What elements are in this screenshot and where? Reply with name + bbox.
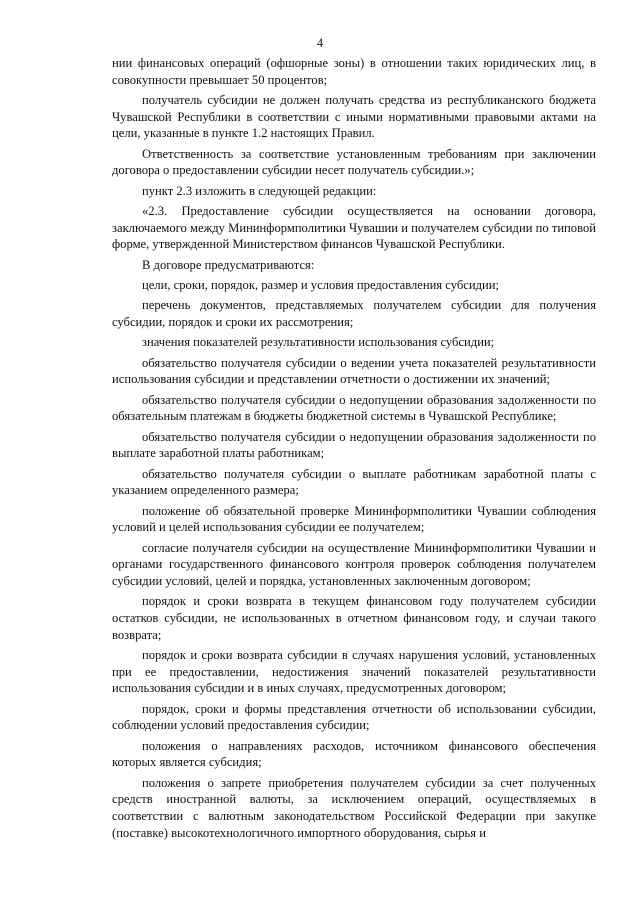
paragraph: порядок, сроки и формы представления отчетности об использовании субсидии, соблюдении условий предоставления субсидии; [112,701,596,733]
paragraph: получатель субсидии не должен получать средства из республиканского бюджета Чувашской Республики в соответствии с иными нормативными правовыми актами на цели, указанные в пункте 1.2 настоящих Правил. [112,93,596,141]
document-body [112,55,596,845]
paragraph: согласие получателя субсидии на осуществление Мининформполитики Чувашии и органами государственного финансового контроля проверок соблюдения получателем субсидии условий, целей и порядка, установленных заключенным договором; [112,540,596,588]
paragraph: порядок и сроки возврата в текущем финансовом году получателем субсидии остатков субсидии, не использованных в отчетном финансовом году, и случаи такого возврата; [112,594,596,642]
paragraph: цели, сроки, порядок, размер и условия предоставления субсидии; [142,278,499,292]
paragraph: Ответственность за соответствие установленным требованиям при заключении договора о предоставлении субсидии несет получатель субсидии.»; [112,146,596,178]
paragraph: обязательство получателя субсидии о ведении учета показателей результативности использования субсидии и представлении отчетности о достижении их значений; [112,355,596,387]
paragraph: В договоре предусматриваются: [142,257,315,272]
paragraph: нии финансовых операций (офшорные зоны) в отношении таких юридических лиц, в совокупности превышает 50 процентов; [112,56,596,87]
paragraph: положение об обязательной проверке Мининформполитики Чувашии соблюдения условий и целей использования субсидии ее получателем; [112,503,596,535]
paragraph: порядок и сроки возврата субсидии в случаях нарушения условий, установленных при ее предоставлении, недостижения значений показателей результативности использования субсидии и в иных случаях, предусмотренных договором; [112,648,596,696]
page-number: 4 [316,36,324,50]
paragraph: «2.3. Предоставление субсидии осуществляется на основании договора, заключаемого между Мининформполитики Чувашии и получателем субсидии по типовой форме, утвержденной Министерством финансов Чувашской Республики. [112,204,596,252]
paragraph: положения о направлениях расходов, источником финансового обеспечения которых является субсидия; [112,738,596,770]
paragraph: перечень документов, представляемых получателем субсидии для получения субсидии, порядок и сроки их рассмотрения; [112,298,596,329]
paragraph: обязательство получателя субсидии о недопущении образования задолженности по обязательным платежам в бюджеты бюджетной системы в Чувашской Республике; [112,392,596,424]
paragraph: обязательство получателя субсидии о недопущении образования задолженности по выплате заработной платы работникам; [112,429,596,461]
paragraph: значения показателей результативности использования субсидии; [142,335,495,350]
paragraph: положения о запрете приобретения получателем субсидии за счет полученных средств иностранной валюты, за исключением операций, осуществляемых в соответствии с валютным законодательством Российской Федерации при закупке (поставке) высокотехнологичного импортного оборудования, сырья и [112,775,596,840]
paragraph: пункт 2.3 изложить в следующей редакции: [142,183,377,198]
paragraph: обязательство получателя субсидии о выплате работникам заработной платы с указанием определенного размера; [112,466,596,498]
